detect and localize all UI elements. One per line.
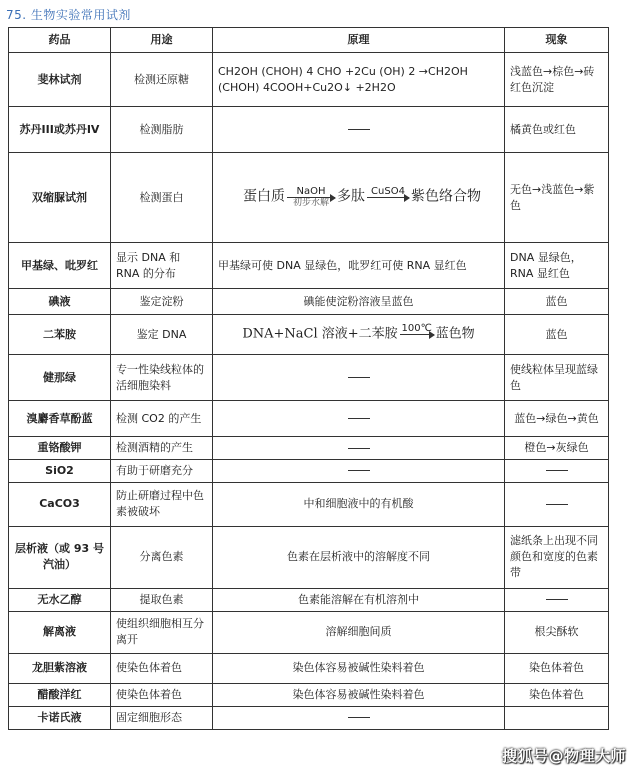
dash-mark <box>546 504 568 505</box>
phenomenon-cell <box>505 706 609 729</box>
use-cell: 使组织细胞相互分离开 <box>111 611 213 653</box>
table-row <box>9 706 609 729</box>
formula-protein: 蛋白质 <box>243 188 285 205</box>
table-row <box>9 459 609 482</box>
phenomenon-cell: 染色体着色 <box>505 683 609 706</box>
header-phenomenon: 现象 <box>505 28 609 53</box>
table-row <box>9 526 609 588</box>
use-cell: 检测 CO2 的产生 <box>111 401 213 437</box>
table-row <box>9 107 609 153</box>
drug-cell: 斐林试剂 <box>9 53 111 107</box>
drug-cell: 龙胆紫溶液 <box>9 653 111 683</box>
table-row <box>9 355 609 401</box>
use-cell: 显示 DNA 和 RNA 的分布 <box>111 243 213 289</box>
drug-cell: 健那绿 <box>9 355 111 401</box>
dash-mark <box>348 448 370 449</box>
principle-cell: 碘能使淀粉溶液呈蓝色 <box>213 289 505 315</box>
phenomenon-cell: 橙色→灰绿色 <box>505 437 609 460</box>
use-cell: 专一性染线粒体的活细胞染料 <box>111 355 213 401</box>
header-principle: 原理 <box>213 28 505 53</box>
principle-cell: 甲基绿可使 DNA 显绿色，吡罗红可使 RNA 显红色 <box>213 243 505 289</box>
drug-cell: 溴麝香草酚蓝 <box>9 401 111 437</box>
principle-cell: 色素能溶解在有机溶剂中 <box>213 588 505 611</box>
arrow-naoh <box>287 186 335 209</box>
arrow-label-bottom <box>367 198 409 209</box>
formula-complex: 紫色络合物 <box>411 188 481 205</box>
use-cell: 分离色素 <box>111 526 213 588</box>
arrow-label-top: CuSO4 <box>371 186 405 197</box>
page-title: 75. 生物实验常用试剂 <box>6 8 131 22</box>
table-row <box>9 243 609 289</box>
drug-cell: 甲基绿、吡罗红 <box>9 243 111 289</box>
formula-dna: DNA+NaCl 溶液+二苯胺 <box>242 326 398 342</box>
reagent-table <box>8 27 609 730</box>
table-row <box>9 53 609 107</box>
arrow-line <box>400 334 434 335</box>
principle-cell: CH2OH (CHOH) 4 CHO +2Cu (OH) 2 →CH2OH (CHOH) 4COOH+Cu2O↓ +2H2O <box>213 53 505 107</box>
phenomenon-cell: 橘黄色或红色 <box>505 107 609 153</box>
phenomenon-cell: 根尖酥软 <box>505 611 609 653</box>
principle-cell <box>213 315 505 355</box>
use-cell: 检测蛋白 <box>111 153 213 243</box>
phenomenon-cell: 无色→浅蓝色→紫色 <box>505 153 609 243</box>
use-cell: 使染色体着色 <box>111 653 213 683</box>
use-cell: 提取色素 <box>111 588 213 611</box>
use-cell: 使染色体着色 <box>111 683 213 706</box>
use-cell: 检测脂肪 <box>111 107 213 153</box>
principle-cell: 染色体容易被碱性染料着色 <box>213 683 505 706</box>
dash-mark <box>348 717 370 718</box>
phenomenon-cell: 蓝色→绿色→黄色 <box>505 401 609 437</box>
table-row <box>9 653 609 683</box>
table-row <box>9 611 609 653</box>
dash-mark <box>348 418 370 419</box>
header-drug: 药品 <box>9 28 111 53</box>
phenomenon-cell: 使线粒体呈现蓝绿色 <box>505 355 609 401</box>
phenomenon-cell: 蓝色 <box>505 315 609 355</box>
dash-mark <box>348 377 370 378</box>
drug-cell: 卡诺氏液 <box>9 706 111 729</box>
phenomenon-cell: 滤纸条上出现不同颜色和宽度的色素带 <box>505 526 609 588</box>
phenomenon-cell: 浅蓝色→棕色→砖红色沉淀 <box>505 53 609 107</box>
phenomenon-cell: 蓝色 <box>505 289 609 315</box>
principle-cell <box>213 706 505 729</box>
principle-cell <box>213 153 505 243</box>
principle-cell <box>213 355 505 401</box>
use-cell: 有助于研磨充分 <box>111 459 213 482</box>
arrow-label-top: 100℃ <box>401 323 432 334</box>
arrow-label-top: NaOH <box>296 186 326 197</box>
table-row <box>9 482 609 526</box>
use-cell: 检测还原糖 <box>111 53 213 107</box>
drug-cell: 解离液 <box>9 611 111 653</box>
table-row <box>9 289 609 315</box>
drug-cell: 双缩脲试剂 <box>9 153 111 243</box>
drug-cell: SiO2 <box>9 459 111 482</box>
use-cell: 防止研磨过程中色素被破坏 <box>111 482 213 526</box>
dash-mark <box>546 470 568 471</box>
principle-cell <box>213 459 505 482</box>
dash-mark <box>546 599 568 600</box>
watermark: 搜狐号@物理大师 <box>501 747 626 765</box>
formula-peptide: 多肽 <box>337 188 365 205</box>
phenomenon-cell <box>505 482 609 526</box>
drug-cell: 层析液（或 93 号汽油） <box>9 526 111 588</box>
arrow-line <box>367 197 409 198</box>
drug-cell: 苏丹III或苏丹IV <box>9 107 111 153</box>
principle-cell <box>213 401 505 437</box>
phenomenon-cell: 染色体着色 <box>505 653 609 683</box>
drug-cell: 无水乙醇 <box>9 588 111 611</box>
principle-cell <box>213 107 505 153</box>
drug-cell: 碘液 <box>9 289 111 315</box>
table-row <box>9 315 609 355</box>
table-row <box>9 683 609 706</box>
drug-cell: CaCO3 <box>9 482 111 526</box>
formula-blue: 蓝色物 <box>435 326 475 342</box>
principle-cell <box>213 437 505 460</box>
arrow-line <box>287 197 335 198</box>
table-header-row <box>9 28 609 53</box>
header-use: 用途 <box>111 28 213 53</box>
principle-cell: 中和细胞液中的有机酸 <box>213 482 505 526</box>
use-cell: 鉴定 DNA <box>111 315 213 355</box>
use-cell: 固定细胞形态 <box>111 706 213 729</box>
arrow-heat <box>400 323 434 346</box>
dash-mark <box>348 470 370 471</box>
use-cell: 鉴定淀粉 <box>111 289 213 315</box>
drug-cell: 二苯胺 <box>9 315 111 355</box>
arrow-label-bottom: 初步水解 <box>292 198 329 208</box>
drug-cell: 醋酸洋红 <box>9 683 111 706</box>
principle-cell: 染色体容易被碱性染料着色 <box>213 653 505 683</box>
principle-cell: 色素在层析液中的溶解度不同 <box>213 526 505 588</box>
phenomenon-cell: DNA 显绿色，RNA 显红色 <box>505 243 609 289</box>
table-row <box>9 153 609 243</box>
phenomenon-cell <box>505 459 609 482</box>
principle-cell: 溶解细胞间质 <box>213 611 505 653</box>
table-row <box>9 588 609 611</box>
drug-cell: 重铬酸钾 <box>9 437 111 460</box>
table-row <box>9 437 609 460</box>
use-cell: 检测酒精的产生 <box>111 437 213 460</box>
table-row <box>9 401 609 437</box>
dash-mark <box>348 129 370 130</box>
arrow-cuso4 <box>367 186 409 209</box>
phenomenon-cell <box>505 588 609 611</box>
